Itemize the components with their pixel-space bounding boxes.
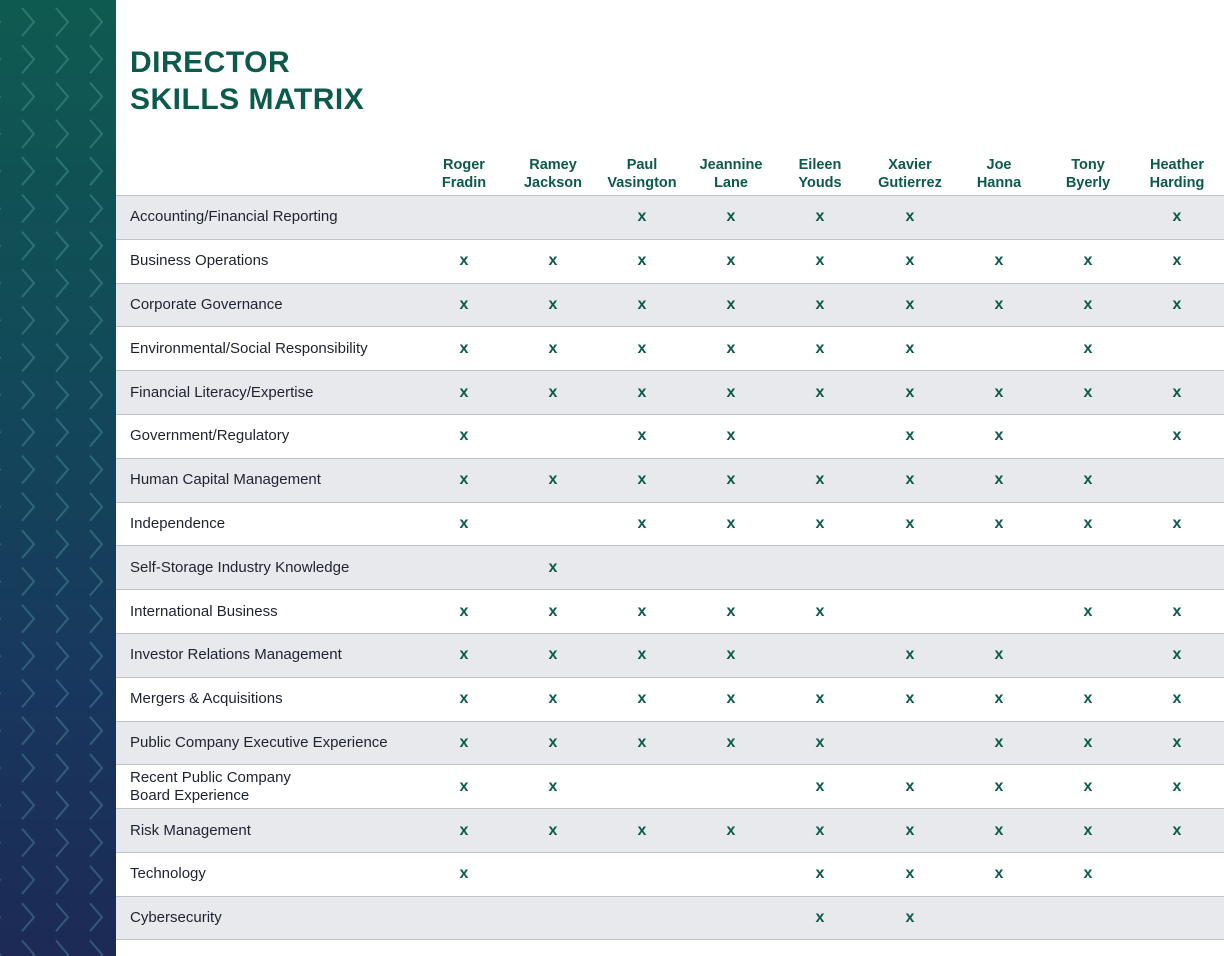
director-header <box>775 156 865 192</box>
skill-mark: x <box>994 777 1004 795</box>
chevron-shape <box>22 903 34 931</box>
skill-label: Investor Relations Management <box>130 646 342 664</box>
director-first-name: Paul <box>626 157 658 173</box>
chevron-shape <box>56 605 68 633</box>
skill-mark: x <box>905 821 915 839</box>
chevron-shape <box>56 679 68 707</box>
skill-mark: x <box>815 471 825 489</box>
skill-mark: x <box>726 602 736 620</box>
chevron-pattern-icon <box>0 0 116 956</box>
skill-mark: x <box>459 646 469 664</box>
skill-mark: x <box>726 690 736 708</box>
chevron-shape <box>56 754 68 782</box>
chevron-shape <box>90 605 102 633</box>
chevron-shape <box>56 456 68 484</box>
table-row <box>116 852 1224 896</box>
skill-mark: x <box>905 295 915 313</box>
skill-mark: x <box>637 427 647 445</box>
skill-mark: x <box>637 514 647 532</box>
chevron-shape <box>90 306 102 334</box>
page-title <box>130 44 364 118</box>
chevron-shape <box>22 232 34 260</box>
skill-mark: x <box>905 427 915 445</box>
skill-mark: x <box>994 514 1004 532</box>
chevron-shape <box>22 344 34 372</box>
skill-mark: x <box>548 471 558 489</box>
chevron-shape <box>56 195 68 223</box>
skill-label: Business Operations <box>130 252 269 270</box>
chevron-shape <box>90 866 102 894</box>
director-first-name: Xavier <box>888 157 932 173</box>
director-header <box>686 156 776 192</box>
chevron-shape <box>90 8 102 36</box>
director-last-name: Vasington <box>607 175 677 191</box>
chevron-shape <box>56 418 68 446</box>
skill-mark: x <box>1083 471 1093 489</box>
director-header <box>1132 156 1222 192</box>
skill-mark: x <box>994 427 1004 445</box>
skill-mark: x <box>815 690 825 708</box>
table-row <box>116 896 1224 940</box>
skill-mark: x <box>1083 602 1093 620</box>
chevron-shape <box>90 941 102 956</box>
skill-mark: x <box>1172 208 1182 226</box>
chevron-shape <box>22 605 34 633</box>
table-row <box>116 239 1224 283</box>
table-row <box>116 414 1224 458</box>
chevron-shape <box>22 717 34 745</box>
director-first-name: Eileen <box>798 157 842 173</box>
skill-mark: x <box>815 908 825 926</box>
chevron-shape <box>56 232 68 260</box>
skill-mark: x <box>548 558 558 576</box>
skill-mark: x <box>637 602 647 620</box>
chevron-shape <box>22 941 34 956</box>
skill-mark: x <box>815 777 825 795</box>
skill-mark: x <box>726 646 736 664</box>
skill-mark: x <box>459 821 469 839</box>
director-last-name: Youds <box>798 175 842 191</box>
table-row <box>116 677 1224 721</box>
skill-mark: x <box>459 777 469 795</box>
chevron-shape <box>22 120 34 148</box>
skill-mark: x <box>637 252 647 270</box>
skill-mark: x <box>548 339 558 357</box>
skill-mark: x <box>548 295 558 313</box>
director-last-name: Harding <box>1149 175 1205 191</box>
skill-mark: x <box>459 339 469 357</box>
skill-label: Environmental/Social Responsibility <box>130 339 368 357</box>
chevron-shape <box>22 381 34 409</box>
chevron-shape <box>90 195 102 223</box>
chevron-shape <box>56 791 68 819</box>
skill-mark: x <box>548 602 558 620</box>
chevron-shape <box>22 866 34 894</box>
skill-mark: x <box>637 646 647 664</box>
chevron-shape <box>56 568 68 596</box>
skill-label: Government/Regulatory <box>130 427 290 445</box>
skill-mark: x <box>726 339 736 357</box>
skill-mark: x <box>994 646 1004 664</box>
chevron-shape <box>90 269 102 297</box>
skill-mark: x <box>548 646 558 664</box>
skill-mark: x <box>1083 252 1093 270</box>
skill-mark: x <box>1172 427 1182 445</box>
chevron-shape <box>22 269 34 297</box>
director-first-name: Joe <box>986 157 1012 173</box>
skill-mark: x <box>905 383 915 401</box>
skill-mark: x <box>637 733 647 751</box>
chevron-shape <box>90 530 102 558</box>
skill-mark: x <box>1172 777 1182 795</box>
skill-mark: x <box>994 471 1004 489</box>
skill-mark: x <box>637 690 647 708</box>
chevron-shape <box>90 791 102 819</box>
skill-mark: x <box>994 252 1004 270</box>
chevron-shape <box>90 493 102 521</box>
skill-mark: x <box>815 865 825 883</box>
skill-mark: x <box>548 690 558 708</box>
chevron-shape <box>22 791 34 819</box>
skill-mark: x <box>815 821 825 839</box>
skill-mark: x <box>905 908 915 926</box>
chevron-shape <box>22 829 34 857</box>
chevron-shape <box>56 381 68 409</box>
skill-mark: x <box>1083 865 1093 883</box>
skill-mark: x <box>637 339 647 357</box>
chevron-shape <box>22 83 34 111</box>
skill-mark: x <box>1083 339 1093 357</box>
director-header <box>954 156 1044 192</box>
skill-mark: x <box>815 339 825 357</box>
chevron-shape <box>56 45 68 73</box>
director-header <box>508 156 598 192</box>
table-row <box>116 326 1224 370</box>
skill-mark: x <box>1172 733 1182 751</box>
skill-label: Mergers & Acquisitions <box>130 690 283 708</box>
skill-mark: x <box>459 514 469 532</box>
chevron-shape <box>22 45 34 73</box>
skill-mark: x <box>994 383 1004 401</box>
chevron-shape <box>22 418 34 446</box>
skill-label: Human Capital Management <box>130 471 321 489</box>
skill-mark: x <box>459 602 469 620</box>
page-title-line-1: DIRECTOR <box>130 46 291 79</box>
skill-mark: x <box>994 821 1004 839</box>
chevron-shape <box>90 83 102 111</box>
director-header <box>597 156 687 192</box>
director-first-name: Roger <box>443 157 485 173</box>
skill-mark: x <box>459 471 469 489</box>
skill-label: Risk Management <box>130 821 251 839</box>
skill-mark: x <box>905 646 915 664</box>
skill-label: Accounting/Financial Reporting <box>130 208 338 226</box>
director-first-name: Jeannine <box>699 157 763 173</box>
skill-label: Independence <box>130 514 226 532</box>
director-last-name: Byerly <box>1065 175 1111 191</box>
director-last-name: Jackson <box>523 175 583 191</box>
skill-label: International Business <box>130 602 278 620</box>
skill-mark: x <box>994 295 1004 313</box>
skill-mark: x <box>726 383 736 401</box>
chevron-shape <box>90 456 102 484</box>
chevron-shape <box>90 120 102 148</box>
skill-mark: x <box>726 514 736 532</box>
chevron-shape <box>56 642 68 670</box>
skill-mark: x <box>1172 646 1182 664</box>
skill-mark: x <box>459 690 469 708</box>
skill-label: Technology <box>130 865 206 883</box>
skill-mark: x <box>459 383 469 401</box>
chevron-shape <box>90 344 102 372</box>
chevron-shape <box>22 642 34 670</box>
chevron-shape <box>90 642 102 670</box>
skill-mark: x <box>1083 690 1093 708</box>
chevron-shape <box>22 530 34 558</box>
chevron-shape <box>56 530 68 558</box>
chevron-shape <box>90 418 102 446</box>
chevron-shape <box>90 232 102 260</box>
table-row <box>116 721 1224 765</box>
skill-mark: x <box>726 471 736 489</box>
chevron-shape <box>56 866 68 894</box>
director-first-name: Tony <box>1071 157 1105 173</box>
chevron-shape <box>90 679 102 707</box>
skill-mark: x <box>815 514 825 532</box>
skill-mark: x <box>459 252 469 270</box>
skill-mark: x <box>637 383 647 401</box>
director-last-name: Hanna <box>976 175 1022 191</box>
skill-mark: x <box>905 252 915 270</box>
skill-mark: x <box>1083 514 1093 532</box>
skill-mark: x <box>548 821 558 839</box>
skill-mark: x <box>726 252 736 270</box>
skill-mark: x <box>1172 514 1182 532</box>
skill-mark: x <box>905 339 915 357</box>
skill-label: Corporate Governance <box>130 295 283 313</box>
skill-mark: x <box>1083 733 1093 751</box>
skill-mark: x <box>1172 252 1182 270</box>
skill-mark: x <box>815 602 825 620</box>
table-row <box>116 545 1224 589</box>
skill-mark: x <box>459 865 469 883</box>
skill-mark: x <box>726 733 736 751</box>
skill-mark: x <box>459 733 469 751</box>
table-row <box>116 808 1224 852</box>
skill-mark: x <box>815 383 825 401</box>
skill-mark: x <box>637 295 647 313</box>
chevron-shape <box>90 568 102 596</box>
skill-mark: x <box>1172 295 1182 313</box>
skill-mark: x <box>815 295 825 313</box>
skill-mark: x <box>726 295 736 313</box>
skill-mark: x <box>1172 602 1182 620</box>
director-header <box>1043 156 1133 192</box>
chevron-shape <box>90 381 102 409</box>
skill-mark: x <box>1172 383 1182 401</box>
director-last-name: Lane <box>714 175 748 191</box>
table-row <box>116 589 1224 633</box>
skill-label: Public Company Executive Experience <box>130 733 388 751</box>
chevron-shape <box>22 456 34 484</box>
page-title-line-2: SKILLS MATRIX <box>130 83 365 116</box>
chevron-shape <box>90 754 102 782</box>
skill-mark: x <box>1083 777 1093 795</box>
skill-mark: x <box>994 690 1004 708</box>
chevron-shape <box>22 195 34 223</box>
table-row <box>116 283 1224 327</box>
skill-label: Recent Public Company Board Experience <box>130 768 291 804</box>
chevron-shape <box>56 344 68 372</box>
chevron-shape <box>56 83 68 111</box>
skill-label: Self-Storage Industry Knowledge <box>130 558 350 576</box>
skill-mark: x <box>1083 821 1093 839</box>
chevron-shape <box>22 568 34 596</box>
chevron-shape <box>90 717 102 745</box>
skill-mark: x <box>637 471 647 489</box>
table-row <box>116 370 1224 414</box>
skill-mark: x <box>637 208 647 226</box>
skill-mark: x <box>726 821 736 839</box>
director-last-name: Fradin <box>441 175 487 191</box>
chevron-shape <box>22 306 34 334</box>
skill-mark: x <box>548 252 558 270</box>
chevron-shape <box>22 679 34 707</box>
skill-mark: x <box>994 733 1004 751</box>
skill-mark: x <box>905 865 915 883</box>
chevron-shape <box>56 829 68 857</box>
chevron-shape <box>56 717 68 745</box>
chevron-shape <box>56 941 68 956</box>
skill-mark: x <box>548 733 558 751</box>
skill-mark: x <box>459 295 469 313</box>
skill-mark: x <box>905 777 915 795</box>
table-row <box>116 458 1224 502</box>
skill-mark: x <box>548 777 558 795</box>
skill-mark: x <box>815 733 825 751</box>
skill-mark: x <box>548 383 558 401</box>
skill-label: Cybersecurity <box>130 908 222 926</box>
skill-mark: x <box>1083 383 1093 401</box>
skills-matrix-table <box>116 195 1224 940</box>
skill-mark: x <box>726 427 736 445</box>
chevron-shape <box>22 493 34 521</box>
skill-mark: x <box>905 514 915 532</box>
table-row <box>116 764 1224 808</box>
skill-mark: x <box>905 208 915 226</box>
chevron-shape <box>56 120 68 148</box>
skill-mark: x <box>905 690 915 708</box>
skill-mark: x <box>815 252 825 270</box>
table-row <box>116 502 1224 546</box>
table-row <box>116 195 1224 239</box>
skill-mark: x <box>905 471 915 489</box>
skill-mark: x <box>1172 690 1182 708</box>
director-first-name: Ramey <box>529 157 577 173</box>
skill-mark: x <box>1083 295 1093 313</box>
skill-mark: x <box>815 208 825 226</box>
chevron-shape <box>56 8 68 36</box>
chevron-shape <box>56 903 68 931</box>
director-header <box>419 156 509 192</box>
skill-mark: x <box>726 208 736 226</box>
skill-mark: x <box>994 865 1004 883</box>
chevron-shape <box>56 269 68 297</box>
director-last-name: Gutierrez <box>878 175 942 191</box>
chevron-shape <box>22 8 34 36</box>
skill-label: Financial Literacy/Expertise <box>130 383 314 401</box>
chevron-shape <box>90 45 102 73</box>
chevron-shape <box>22 754 34 782</box>
skill-mark: x <box>637 821 647 839</box>
director-header <box>865 156 955 192</box>
chevron-shape <box>56 306 68 334</box>
decorative-sidebar <box>0 0 116 956</box>
chevron-shape <box>90 829 102 857</box>
chevron-shape <box>56 493 68 521</box>
director-first-name: Heather <box>1150 157 1204 173</box>
director-header-row <box>0 156 1224 196</box>
chevron-shape <box>90 903 102 931</box>
skill-mark: x <box>1172 821 1182 839</box>
table-row <box>116 633 1224 677</box>
skill-mark: x <box>459 427 469 445</box>
